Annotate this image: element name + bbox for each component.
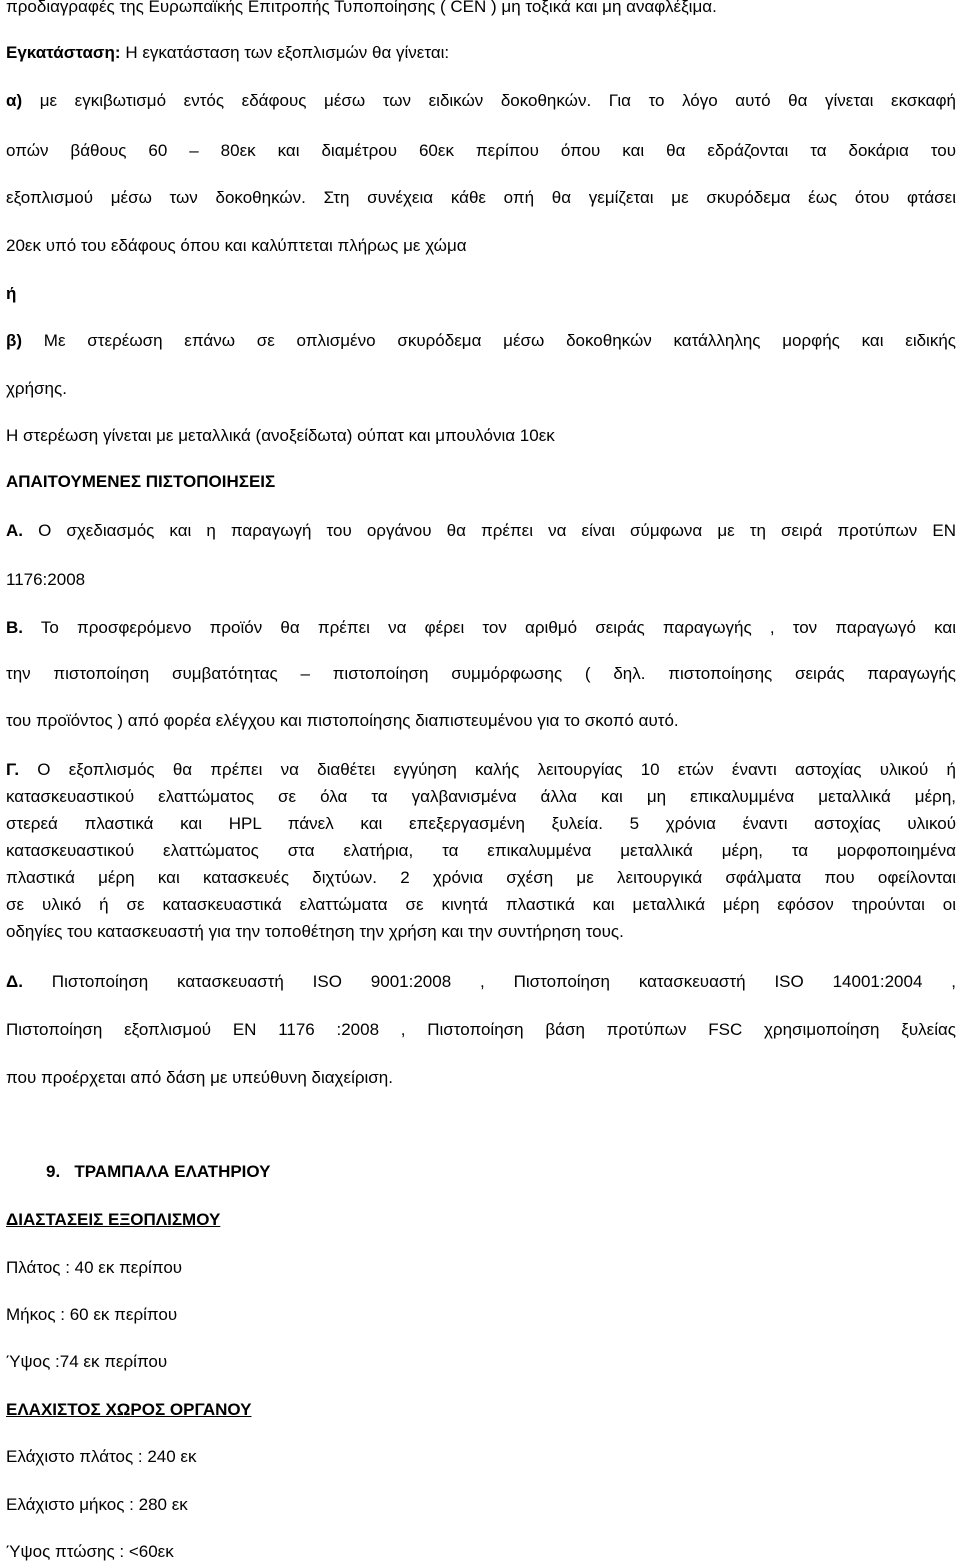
text-line: ή bbox=[6, 284, 17, 303]
text-line: του προϊόντος ) από φορέα ελέγχου και πιστοποίησης διαπιστευμένου για το σκοπό αυτό. bbox=[6, 711, 679, 730]
cert-b-label: Β. bbox=[6, 618, 23, 637]
text-line: χρήσης. bbox=[6, 379, 67, 398]
installation-label: Εγκατάσταση: bbox=[6, 43, 121, 62]
text-line: κατασκευαστικού ελαττώματος στα ελατήρια, τα επικαλυμμένα μεταλλικά μέρη, τα μορφοποιημένα bbox=[6, 841, 956, 860]
text-line: στερεά πλαστικά και HPL πάνελ και επεξεργασμένη ξυλεία. 5 χρόνια έναντι αστοχίας υλικού bbox=[6, 814, 956, 833]
min-width-spec: Ελάχιστο πλάτος : 240 εκ bbox=[6, 1447, 197, 1466]
length-spec: Μήκος : 60 εκ περίπου bbox=[6, 1305, 178, 1324]
text-line: προδιαγραφές της Ευρωπαϊκής Επιτροπής Τυποποίησης ( CEN ) μη τοξικά και μη αναφλέξιμα. bbox=[6, 0, 717, 16]
text-line: που προέρχεται από δάση με υπεύθυνη διαχείριση. bbox=[6, 1068, 393, 1087]
text-line: οπών βάθους 60 – 80εκ και διαμέτρου 60εκ περίπου όπου και θα εδράζονται τα δοκάρια του bbox=[6, 141, 956, 160]
text-line: πλαστικά μέρη και κατασκευές διχτύων. 2 χρόνια σχέση με λειτουργικά σφάλματα που οφείλονται bbox=[6, 868, 956, 887]
text-line: Η στερέωση γίνεται με μεταλλικά (ανοξείδωτα) ούπατ και μπουλόνια 10εκ bbox=[6, 426, 555, 445]
text-line: 20εκ υπό του εδάφους όπου και καλύπτεται πλήρως με χώμα bbox=[6, 236, 467, 255]
option-a-line: α) με εγκιβωτισμό εντός εδάφους μέσω των ειδικών δοκοθηκών. Για το λόγο αυτό θα γίνεται εκσκαφή bbox=[6, 91, 956, 110]
text-line: 1176:2008 bbox=[6, 570, 86, 589]
height-spec: Ύψος :74 εκ περίπου bbox=[6, 1352, 168, 1371]
option-b-line: β) Με στερέωση επάνω σε οπλισμένο σκυρόδεμα μέσω δοκοθηκών κατάλληλης μορφής και ειδικής bbox=[6, 331, 956, 350]
text-line: Πιστοποίηση εξοπλισμού EN 1176 :2008 , Πιστοποίηση βάση προτύπων FSC χρησιμοποίηση ξυλείας bbox=[6, 1020, 956, 1039]
cert-d-line: Δ. Πιστοποίηση κατασκευαστή ISO 9001:2008 , Πιστοποίηση κατασκευαστή ISO 14001:2004 , bbox=[6, 972, 956, 991]
text-line: σε υλικό ή σε κατασκευαστικά ελαττώματα σε κινητά πλαστικά και μεταλλικά μέρη εφόσον τηρούνται οι bbox=[6, 895, 956, 914]
cert-c-line: Γ. Ο εξοπλισμός θα πρέπει να διαθέτει εγγύηση καλής λειτουργίας 10 ετών έναντι αστοχίας υλικού ή bbox=[6, 760, 956, 779]
min-length-spec: Ελάχιστο μήκος : 280 εκ bbox=[6, 1495, 188, 1514]
cert-c-label: Γ. bbox=[6, 760, 20, 779]
min-space-heading: ΕΛΑΧΙΣΤΟΣ ΧΩΡΟΣ ΟΡΓΑΝΟΥ bbox=[6, 1400, 252, 1419]
text-line: την πιστοποίηση συμβατότητας – πιστοποίηση συμμόρφωσης ( δηλ. πιστοποίησης σειράς παραγωγής bbox=[6, 664, 956, 683]
cert-d-label: Δ. bbox=[6, 972, 23, 991]
option-b-label: β) bbox=[6, 331, 23, 350]
cert-b-line: Β. Το προσφερόμενο προϊόν θα πρέπει να φέρει τον αριθμό σειράς παραγωγής , τον παραγωγό και bbox=[6, 618, 956, 637]
option-a-label: α) bbox=[6, 91, 23, 110]
certifications-heading: ΑΠΑΙΤΟΥΜΕΝΕΣ ΠΙΣΤΟΠΟΙΗΣΕΙΣ bbox=[6, 472, 276, 491]
width-spec: Πλάτος : 40 εκ περίπου bbox=[6, 1258, 183, 1277]
section-heading: 9. ΤΡΑΜΠΑΛΑ ΕΛΑΤΗΡΙΟΥ bbox=[46, 1162, 271, 1181]
fall-height-spec: Ύψος πτώσης : <60εκ bbox=[6, 1542, 174, 1561]
installation-line: Εγκατάσταση: Η εγκατάσταση των εξοπλισμών θα γίνεται: bbox=[6, 43, 450, 62]
text-line: κατασκευαστικού ελαττώματος σε όλα τα γαλβανισμένα άλλα και μη επικαλυμμένα μεταλλικά μέρη, bbox=[6, 787, 956, 806]
cert-a-line: Α. Ο σχεδιασμός και η παραγωγή του οργάνου θα πρέπει να είναι σύμφωνα με τη σειρά προτύπων ΕΝ bbox=[6, 521, 956, 540]
text-line: εξοπλισμού μέσω των δοκοθηκών. Στη συνέχεια κάθε οπή θα γεμίζεται με σκυρόδεμα έως ότου φτάσει bbox=[6, 188, 956, 207]
text-line: οδηγίες του κατασκευαστή για την τοποθέτηση την χρήση και την συντήρηση τους. bbox=[6, 922, 624, 941]
cert-a-label: Α. bbox=[6, 521, 23, 540]
dimensions-heading: ΔΙΑΣΤΑΣΕΙΣ ΕΞΟΠΛΙΣΜΟΥ bbox=[6, 1210, 221, 1229]
